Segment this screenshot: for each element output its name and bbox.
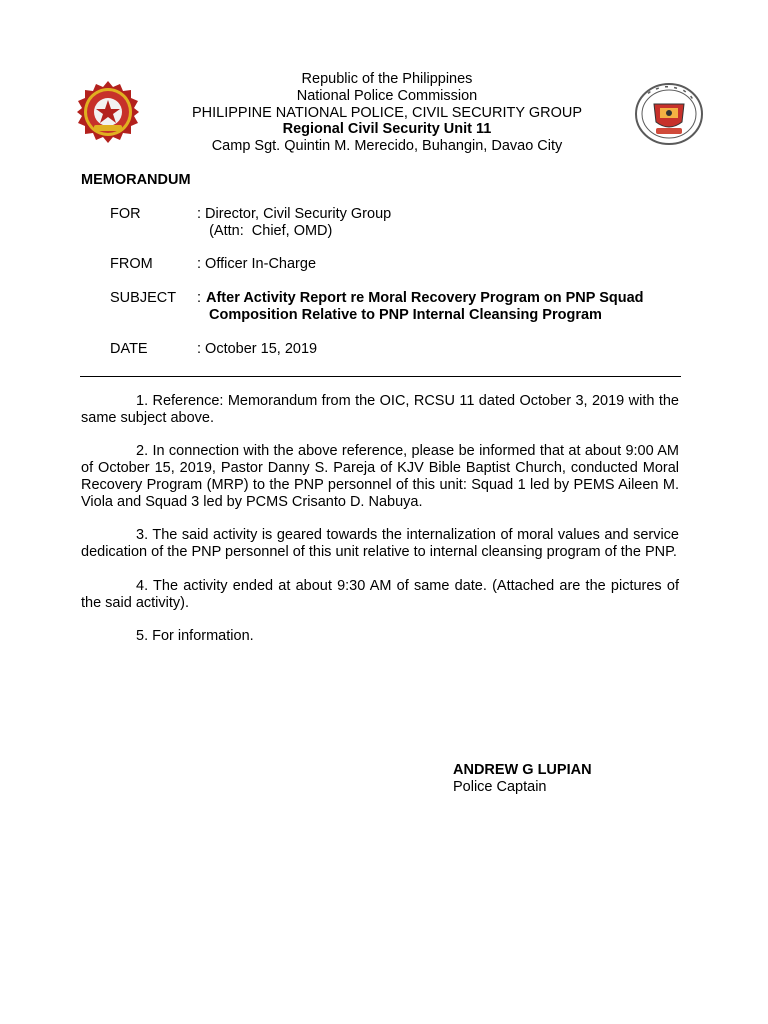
paragraph-4: 4. The activity ended at about 9:30 AM of same date. (Attached are the pictures of the said activity). (81, 577, 679, 611)
header-divider (80, 376, 681, 377)
civil-security-group-seal-icon (634, 82, 704, 146)
from-label: FROM (110, 256, 153, 272)
signatory-rank: Police Captain (453, 778, 547, 795)
subject-line-1: After Activity Report re Moral Recovery Program on PNP Squad (206, 290, 644, 306)
paragraph-2: 2. In connection with the above reference, please be informed that at about 9:00 AM of October 15, 2019, Pastor Danny S. Pareja of KJV Bible Baptist Church, conducted Moral Recovery Program (MRP) to the PNP personnel of this unit: Squad 1 led by PEMS Aileen M. Viola and Squad 3 led by PCMS Crisanto D. Nabuya. (81, 443, 679, 510)
header-address: Camp Sgt. Quintin M. Merecido, Buhangin, Davao City (211, 138, 563, 155)
for-attn: (Attn: Chief, OMD) (197, 223, 333, 239)
header-republic: Republic of the Philippines (301, 71, 473, 87)
header-pnp-csg: PHILIPPINE NATIONAL POLICE, CIVIL SECURITY GROUP (192, 104, 582, 121)
date-label: DATE (110, 341, 148, 357)
for-value: : Director, Civil Security Group (197, 206, 392, 222)
letterhead (140, 71, 634, 155)
for-label: FOR (110, 206, 141, 222)
from-value: : Officer In-Charge (197, 256, 317, 272)
date-value: : October 15, 2019 (197, 341, 318, 357)
subject-colon: : (197, 290, 202, 306)
memo-title: MEMORANDUM (81, 172, 191, 188)
header-unit: Regional Civil Security Unit 11 (282, 121, 492, 138)
subject-label: SUBJECT (110, 290, 177, 306)
paragraph-1: 1. Reference: Memorandum from the OIC, RCSU 11 dated October 3, 2019 with the same subject above. (81, 393, 679, 426)
memo-body (81, 393, 679, 662)
paragraph-3: 3. The said activity is geared towards the internalization of moral values and service dedication of the PNP personnel of this unit relative to internal cleansing program of the PNP. (81, 527, 679, 561)
signature-block (453, 762, 592, 796)
pnp-seal-icon (76, 80, 140, 144)
header-napolcom: National Police Commission (296, 87, 478, 104)
paragraph-5: 5. For information. (136, 628, 254, 645)
signatory-name: ANDREW G LUPIAN (453, 762, 592, 778)
subject-line-2: Composition Relative to PNP Internal Cleansing Program (209, 307, 602, 323)
